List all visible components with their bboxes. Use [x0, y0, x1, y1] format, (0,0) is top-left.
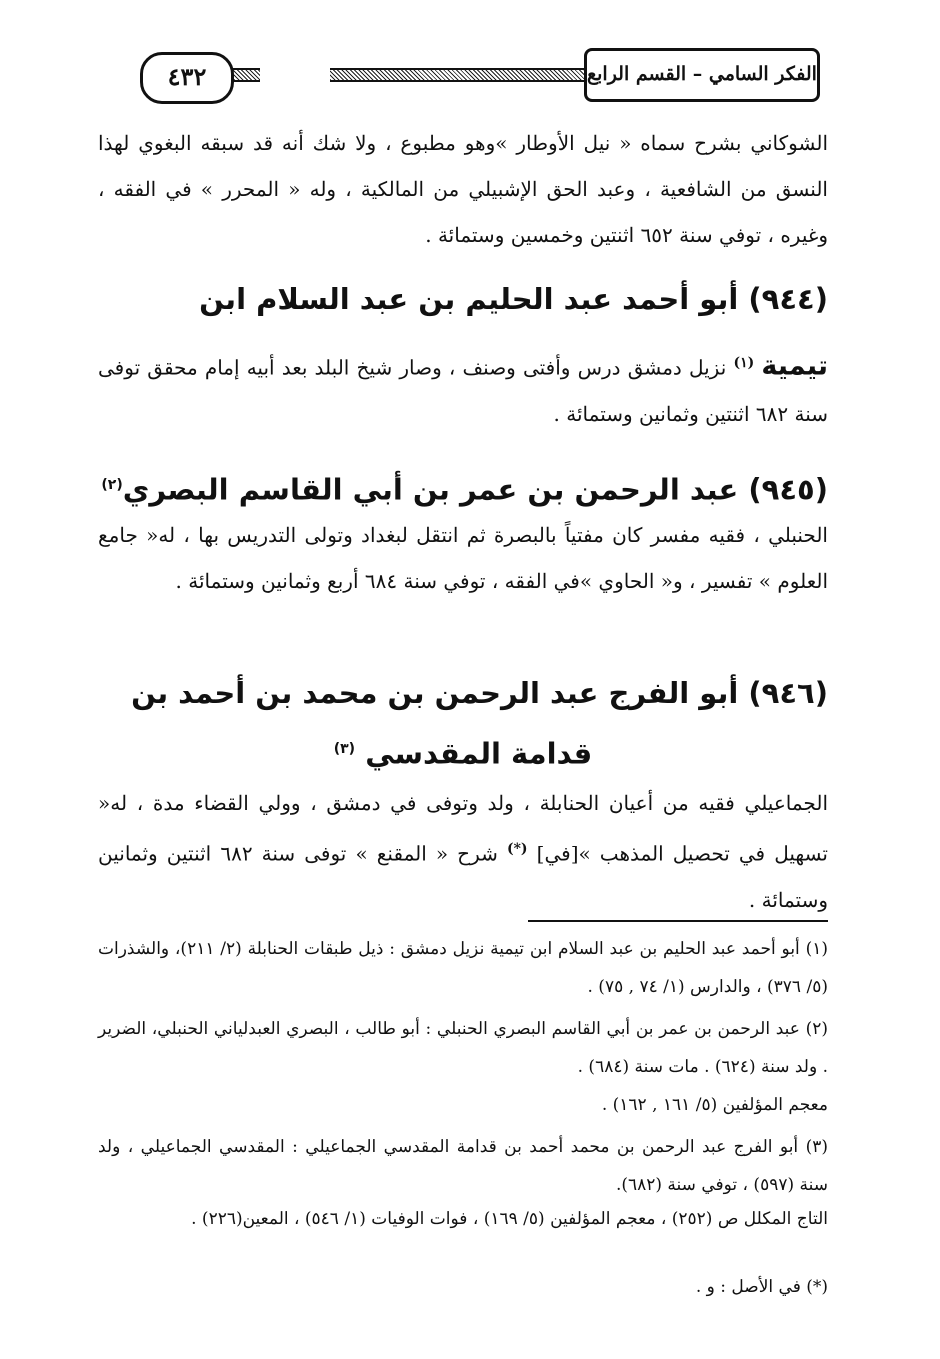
- intro-paragraph: الشوكاني بشرح سماه « نيل الأوطار »وهو مطبوع ، ولا شك أنه قد سبقه البغوي لهذا النسق من الشافعية ، وعبد الحق الإشبيلي من المالكية ، وله « المحرر » في الفقه ، وغيره ، توفي سنة ٦٥٢ اثنتين وخمسين وستمائة .: [98, 131, 829, 247]
- footnote-ref-1: (١): [733, 355, 755, 371]
- entry-946-heading-line1: (٩٤٦) أبو الفرج عبد الرحمن بن محمد بن أحمد بن: [131, 676, 828, 710]
- entry-946-heading-line2: [98, 720, 828, 783]
- entry-944-heading-cont: تيمية: [761, 350, 829, 382]
- footnote-ref-asterisk: (*): [506, 841, 528, 857]
- footnote-ref-2: (٢): [101, 477, 123, 493]
- running-header: [130, 46, 820, 104]
- footnote-separator: [528, 920, 828, 922]
- entry-946-text-part2: شرح « المقنع » توفى سنة ٦٨٢ اثنتين وثمانين وستمائة .: [98, 841, 828, 912]
- book-title: الفكر السامي – القسم الرابع: [584, 48, 820, 102]
- entry-946-text-part1: الجماعيلي فقيه من أعيان الحنابلة ، ولد وتوفى في دمشق ، وولي القضاء مدة ، له« تسهيل في تحصيل المذهب »[في]: [98, 791, 828, 866]
- footnote-3: (٣) أبو الفرج عبد الرحمن بن محمد أحمد بن قدامة المقدسي الجماعيلي : المقدسي الجماعيلي ، ولد سنة (٥٩٧) ، توفي سنة (٦٨٢).: [98, 1137, 828, 1195]
- footnote-2: (٢) عبد الرحمن بن عمر بن أبي القاسم البصري الحنبلي : أبو طالب ، البصري العبدلياني الحنبلي، الضرير . ولد سنة (٦٢٤) . مات سنة (٦٨٤) .: [98, 1019, 828, 1077]
- entry-945-heading: [98, 456, 828, 519]
- page-number: ٤٣٢: [140, 52, 234, 104]
- footnote-ref-3: (٣): [333, 741, 356, 757]
- footnote-2-source: معجم المؤلفين (٥/ ١٦١ , ١٦٢) .: [601, 1095, 828, 1115]
- footnote-asterisk: (*) في الأصل : و .: [695, 1277, 828, 1297]
- entry-945-title: (٩٤٥) عبد الرحمن بن عمر بن أبي القاسم البصري: [122, 472, 828, 507]
- entry-946-title-cont: قدامة المقدسي: [365, 736, 593, 771]
- entry-944-heading: (٩٤٤) أبو أحمد عبد الحليم بن عبد السلام ابن: [199, 282, 828, 316]
- entry-944-text: نزيل دمشق درس وأفتى وصنف ، وصار شيخ البلد بعد أبيه إمام محقق توفى سنة ٦٨٢ اثنتين وثمانين وستمائة .: [98, 355, 828, 426]
- footnote-3-sources: التاج المكلل ص (٢٥٢) ، معجم المؤلفين (٥/ ١٦٩) ، فوات الوفيات (١/ ٥٤٦) ، المعين(٢٢٦) .: [191, 1209, 828, 1229]
- entry-946-body: [98, 780, 828, 923]
- entry-944-body: [98, 340, 828, 437]
- entry-945-body: الحنبلي ، فقيه مفسر كان مفتياً بالبصرة ثم انتقل لبغداد وتولى التدريس بها ، له« جامع العلوم » تفسير ، و« الحاوي »في الفقه ، توفي سنة ٦٨٤ أربع وثمانين وستمائة .: [98, 523, 828, 593]
- footnote-1: (١) أبو أحمد عبد الحليم بن عبد السلام ابن تيمية نزيل دمشق : ذيل طبقات الحنابلة (٢/ ٢١١)، والشذرات (٥/ ٣٧٦) ، والدارس (١/ ٧٤ , ٧٥) .: [98, 939, 828, 997]
